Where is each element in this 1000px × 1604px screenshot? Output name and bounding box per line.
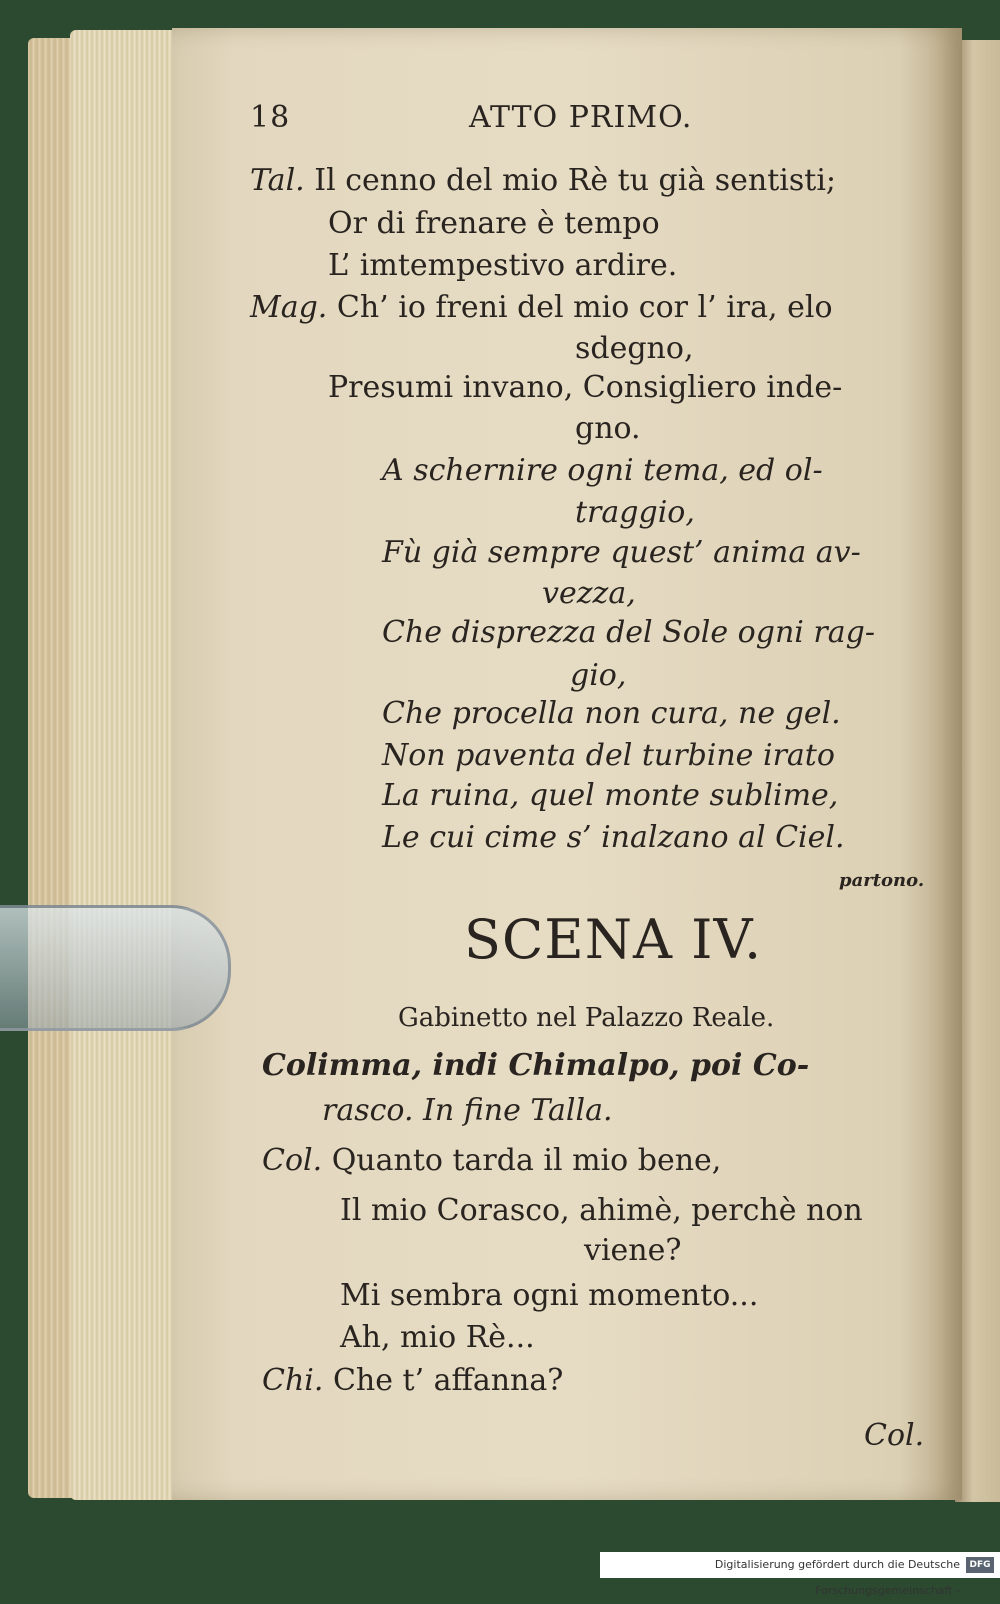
book-page <box>172 28 962 1500</box>
verse-line <box>250 163 836 198</box>
speaker-label: Col. <box>262 1143 323 1178</box>
scene-setting: Gabinetto nel Palazzo Reale. <box>398 1003 775 1033</box>
verse-line: Non paventa del turbine irato <box>382 738 835 773</box>
credit-text: Digitalisierung gefördert durch die Deutsche Forschungsgemeinschaft - <box>714 1558 960 1597</box>
dialogue-line: Mi sembra ogni momento... <box>340 1278 759 1313</box>
verse-line: La ruina, quel monte sublime, <box>382 778 839 813</box>
speaker-label: Tal. <box>250 163 305 198</box>
verse-line: L’ imtempestivo ardire. <box>328 248 678 283</box>
speaker-label: Chi. <box>262 1363 324 1398</box>
verse-text: Ch’ io freni del mio cor l’ ira, elo <box>336 290 833 325</box>
dfg-logo-icon: DFG <box>966 1557 994 1573</box>
dialogue-text: Quanto tarda il mio bene, <box>331 1143 722 1178</box>
verse-line: Le cui cime s’ inalzano al Ciel. <box>382 820 845 855</box>
scene-characters: rasco. In fine Talla. <box>322 1093 613 1128</box>
verse-line: traggio, <box>575 495 695 530</box>
verse-line: Or di frenare è tempo <box>328 206 660 241</box>
speaker-label: Mag. <box>250 290 328 325</box>
verse-line: Fù già sempre quest’ anima av- <box>382 535 861 570</box>
verse-line: gio, <box>570 658 627 693</box>
verse-line: sdegno, <box>575 331 694 366</box>
verse-text: Il cenno del mio Rè tu già sentisti; <box>314 163 837 198</box>
verse-line: A schernire ogni tema, ed ol- <box>382 453 823 488</box>
verse-line: vezza, <box>542 576 636 611</box>
stage-direction: partono. <box>839 870 925 891</box>
dialogue-line: viene? <box>584 1233 682 1268</box>
running-title: ATTO PRIMO. <box>469 100 693 135</box>
verse-line: gno. <box>575 411 641 446</box>
dialogue-line <box>262 1363 563 1398</box>
catchword: Col. <box>864 1418 925 1453</box>
dialogue-text: Che t’ affanna? <box>332 1363 564 1398</box>
verse-line: Che disprezza del Sole ogni rag- <box>382 615 875 650</box>
scene-characters: Colimma, indi Chimalpo, poi Co- <box>262 1048 810 1083</box>
dialogue-line: Ah, mio Rè... <box>340 1320 535 1355</box>
verse-line: Presumi invano, Consigliero inde- <box>328 370 843 405</box>
verse-line <box>250 290 833 325</box>
page-number: 18 <box>250 100 291 135</box>
verse-line: Che procella non cura, ne gel. <box>382 696 841 731</box>
page-holder-clip <box>0 905 231 1031</box>
dialogue-line <box>262 1143 721 1178</box>
scene-title: SCENA IV. <box>464 908 763 971</box>
dialogue-line: Il mio Corasco, ahimè, perchè non <box>340 1193 863 1228</box>
digitization-credit <box>600 1552 1000 1597</box>
